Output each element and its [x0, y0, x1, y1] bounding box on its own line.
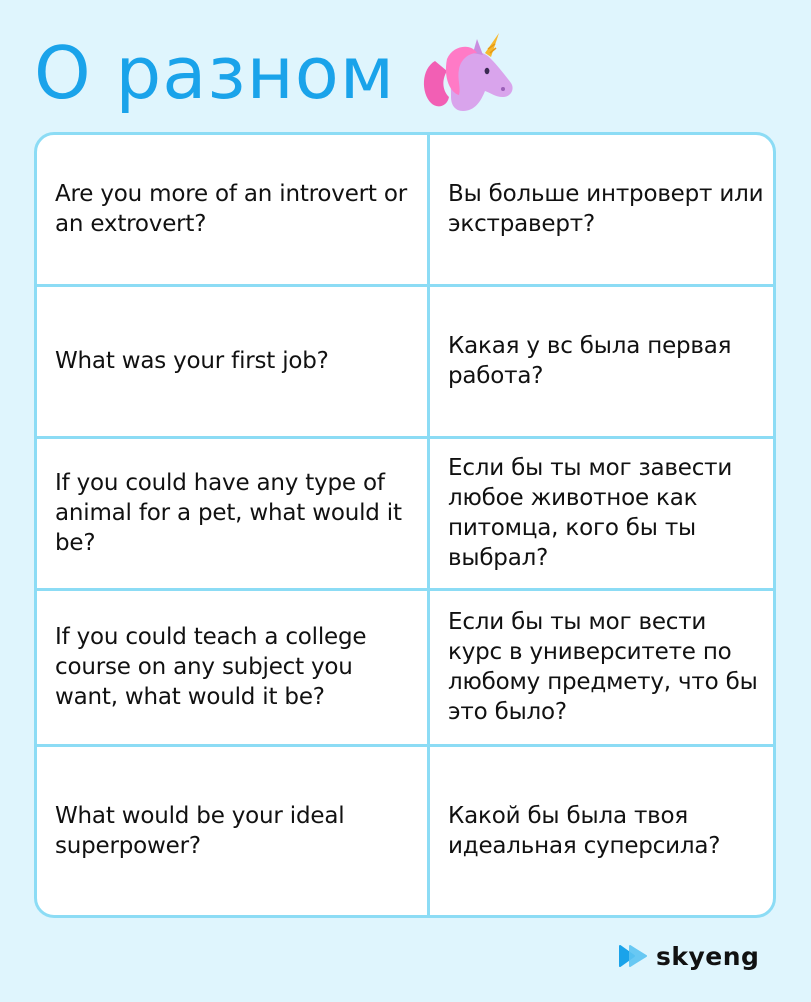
questions-table: [34, 132, 776, 918]
question-en: If you could teach a college course on any subject you want, what would it be?: [37, 589, 429, 745]
question-en: Are you more of an introvert or an extrovert?: [37, 135, 429, 285]
play-arrows-logo-icon: [618, 943, 648, 969]
brand-logo: [618, 936, 759, 976]
question-ru: Если бы ты мог вести курс в университете по любому предмету, что бы это было?: [429, 589, 774, 745]
question-en: If you could have any type of animal for a pet, what would it be?: [37, 437, 429, 589]
table-row: [37, 285, 773, 437]
question-ru: Какой бы была твоя идеальная суперсила?: [448, 802, 721, 859]
table-row: [37, 745, 773, 915]
table-row: [37, 589, 773, 745]
header: [34, 18, 517, 128]
question-ru: Какая у вс была первая работа?: [429, 285, 774, 437]
brand-name: skyeng: [656, 941, 760, 971]
table-row: [37, 135, 773, 285]
qa-grid: [37, 135, 773, 915]
question-ru: Вы больше интроверт или экстраверт?: [429, 135, 774, 285]
page-title: О разном: [34, 31, 396, 115]
question-en: What was your first job?: [37, 285, 429, 437]
unicorn-icon: [417, 31, 517, 115]
question-ru: Если бы ты мог завести любое животное как питомца, кого бы ты выбрал?: [429, 437, 774, 589]
table-row: [37, 437, 773, 589]
question-en: What would be your ideal superpower?: [37, 745, 429, 915]
